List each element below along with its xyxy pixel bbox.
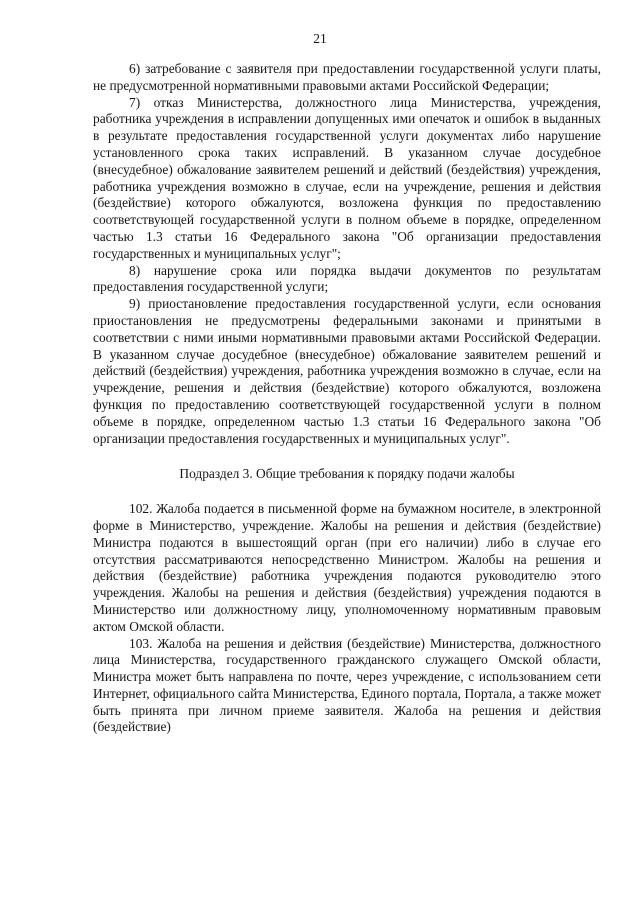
paragraph-item-6: 6) затребование с заявителя при предоставлении государственной услуги платы, не предусмотренной нормативными правовыми актами Российской Федерации; (93, 61, 601, 93)
page-number: 21 (313, 31, 327, 46)
paragraph-item-9: 9) приостановление предоставления государственной услуги, если основания приостановления не предусмотрены федеральными законами и принятыми в соответствии с ними иными нормативными правовыми актами Российской Федерации. В указанном случае досудебное (внесудебное) обжалование заявителем решений и действий (бездействия) учреждения, работника учреждения возможно в случае, если на учреждение, решения и действия (бездействие) которого обжалуются, возложена функция по предоставлению соответствующей государственной услуги в полном объеме в порядке, определенном частью 1.3 статьи 16 Федерального закона "Об организации предоставления государственных и муниципальных услуг". (93, 296, 601, 446)
paragraph-102: 102. Жалоба подается в письменной форме на бумажном носителе, в электронной форме в Министерство, учреждение. Жалобы на решения и действия (бездействие) Министра подаются в вышестоящий орган (при его наличии) либо в случае его отсутствия рассматриваются непосредственно Министром. Жалобы на решения и действия (бездействие) работника учреждения подаются руководителю этого учреждения. Жалобы на решения и действия (бездействия) учреждения подаются в Министерство или должностному лицу, уполномоченному нормативным правовым актом Омской области. (93, 501, 601, 634)
document-body (93, 61, 601, 736)
paragraph-103: 103. Жалоба на решения и действия (бездействие) Министерства, должностного лица Министерства, государственного гражданского служащего Омской области, Министра может быть направлена по почте, через учреждение, с использованием сети Интернет, официального сайта Министерства, Единого портала, Портала, а также может быть принята при личном приеме заявителя. Жалоба на решения и действия (бездействие) (93, 635, 601, 735)
paragraph-item-8: 8) нарушение срока или порядка выдачи документов по результатам предоставления государственной услуги; (93, 262, 601, 295)
subsection-heading: Подраздел 3. Общие требования к порядку подачи жалобы (179, 466, 515, 482)
paragraph-item-7: 7) отказ Министерства, должностного лица Министерства, учреждения, работника учреждения в исправлении допущенных ими опечаток и ошибок в выданных в результате предоставления государственной услуги документах либо нарушение установленного срока таких исправлений. В указанном случае досудебное (внесудебное) обжалование заявителем решений и действий (бездействия) учреждения, работника учреждения возможно в случае, если на учреждение, решения и действия (бездействие) которого обжалуются, возложена функция по предоставлению соответствующей государственной услуги в полном объеме в порядке, определенном частью 1.3 статьи 16 Федерального закона "Об организации предоставления государственных и муниципальных услуг"; (93, 94, 601, 261)
